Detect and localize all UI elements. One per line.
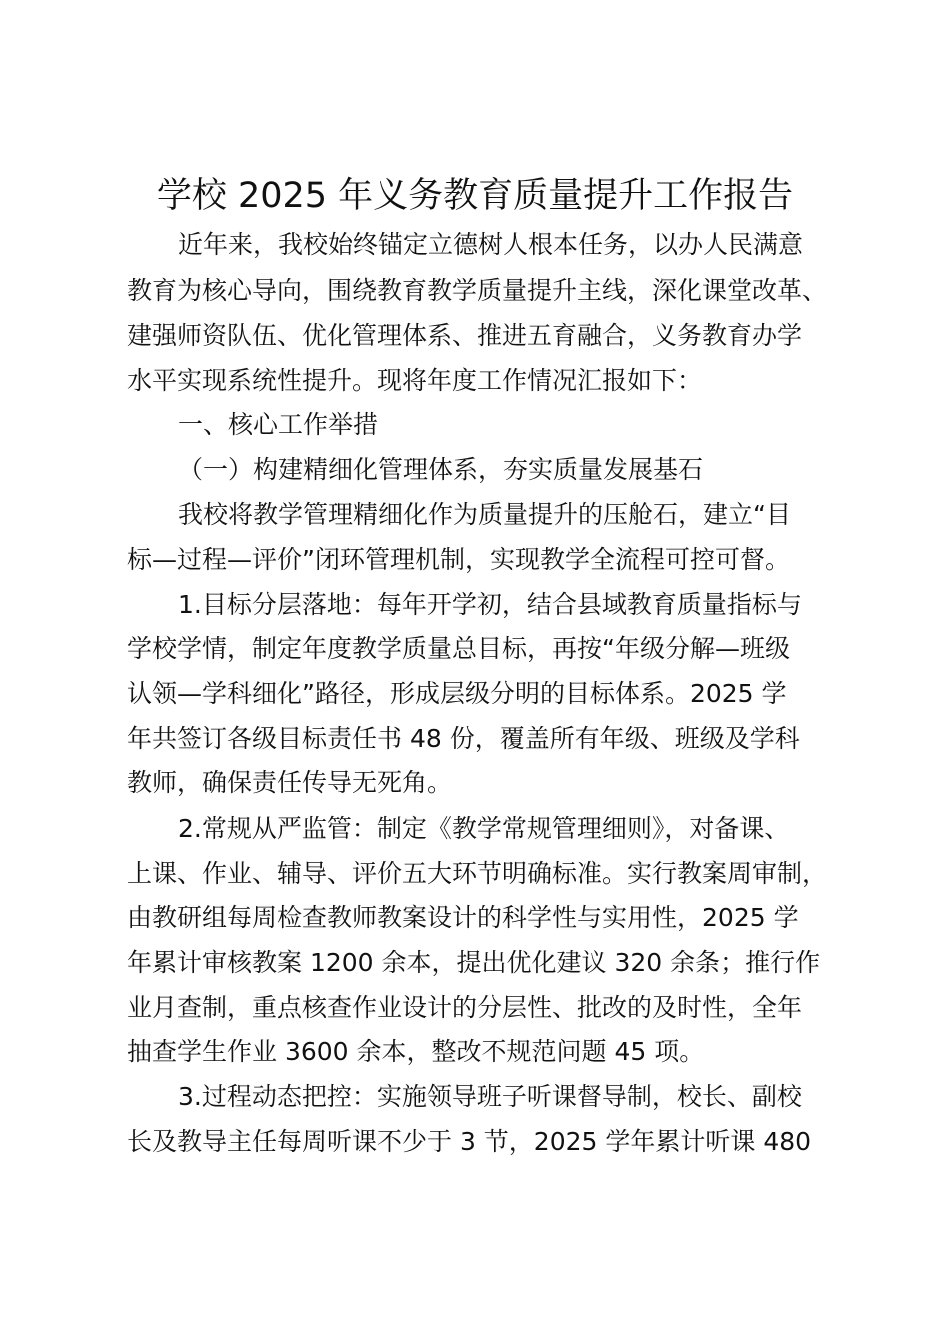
paragraph-line-12: 2.常规从严监管：制定《教学常规管理细则》，对备课、 [178,814,790,843]
paragraph-line-13: 上课、作业、辅导、评价五大环节明确标准。实行教案周审制， [127,859,828,888]
paragraph-line-17: 抽查学生作业 3600 余本，整改不规范问题 45 项。 [127,1037,705,1066]
paragraph-line-10: 年共签订各级目标责任书 48 份，覆盖所有年级、班级及学科 [127,724,800,753]
paragraph-line-8: 学校学情，制定年度教学质量总目标，再按“年级分解—班级 [127,634,790,663]
paragraph-line-14: 由教研组每周检查教师教案设计的科学性与实用性，2025 学 [127,903,799,932]
paragraph-line-4: 水平实现系统性提升。现将年度工作情况汇报如下： [127,366,703,395]
paragraph-line-2: 教育为核心导向，围绕教育教学质量提升主线，深化课堂改革、 [127,276,828,305]
paragraph-line-18: 3.过程动态把控：实施领导班子听课督导制，校长、副校 [178,1082,802,1111]
paragraph-line-11: 教师，确保责任传导无死角。 [127,768,453,797]
paragraph-line-6: 标—过程—评价”闭环管理机制，实现教学全流程可控可督。 [127,545,790,574]
document-title: 学校 2025 年义务教育质量提升工作报告 [156,176,794,216]
paragraph-line-15: 年累计审核教案 1200 余本，提出优化建议 320 余条；推行作 [127,948,821,977]
paragraph-line-1: 近年来，我校始终锚定立德树人根本任务，以办人民满意 [178,230,804,259]
paragraph-line-19: 长及教导主任每周听课不少于 3 节，2025 学年累计听课 480 [127,1127,812,1156]
paragraph-line-5: 我校将教学管理精细化作为质量提升的压舱石，建立“目 [178,500,791,529]
paragraph-line-3: 建强师资队伍、优化管理体系、推进五育融合，义务教育办学 [127,321,803,350]
paragraph-line-16: 业月查制，重点核查作业设计的分层性、批改的及时性，全年 [127,993,803,1022]
section-heading-1: 一、核心工作举措 [178,410,379,439]
paragraph-line-7: 1.目标分层落地：每年开学初，结合县域教育质量指标与 [178,590,802,619]
subsection-heading-1: （一）构建精细化管理体系，夯实质量发展基石 [178,455,704,484]
paragraph-line-9: 认领—学科细化”路径，形成层级分明的目标体系。2025 学 [127,679,787,708]
